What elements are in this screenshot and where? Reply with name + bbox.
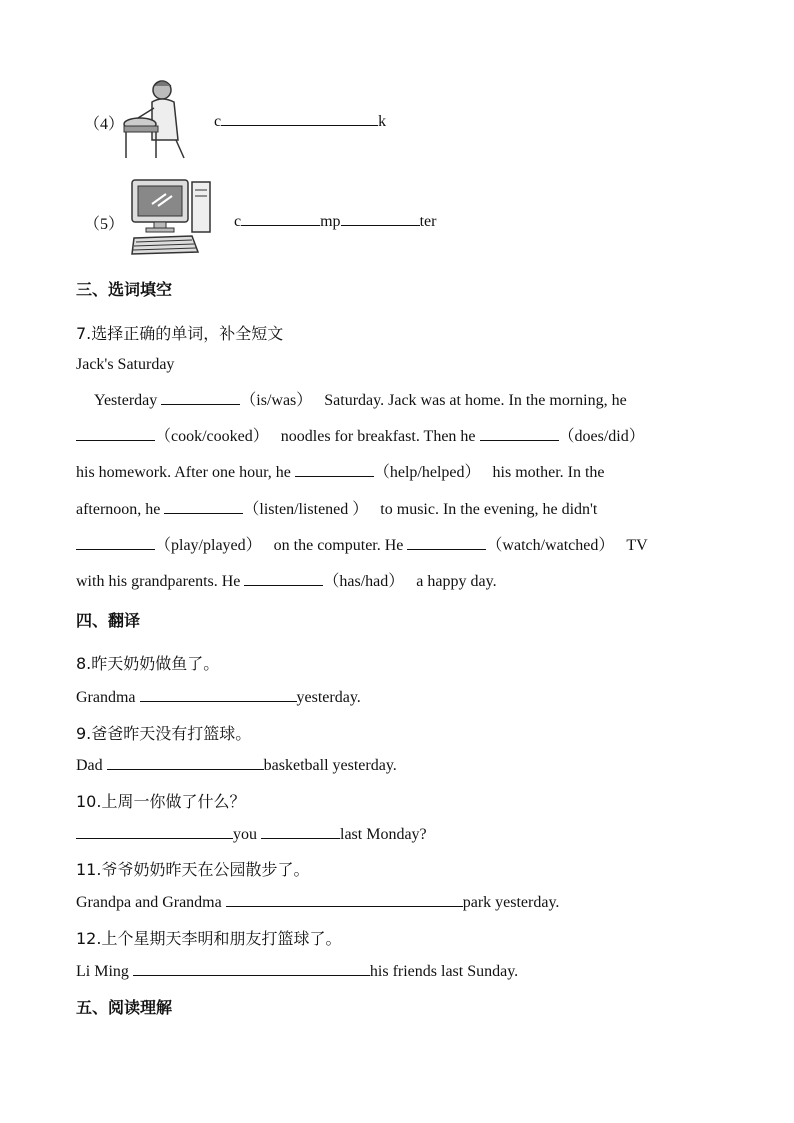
question-prompt: 9.爸爸昨天没有打篮球。 [76,724,252,743]
vocab-answer-4: c k [214,113,387,130]
question-prompt: 12.上个星期天李明和朋友打篮球了。 [76,929,342,948]
section-heading: 四、翻译 [76,611,141,630]
answer-blank[interactable] [107,755,264,770]
passage-title: Jack's Saturday [76,356,175,373]
passage-line-6: with his grandparents. He （has/had） a happy day. [76,573,497,590]
answer-blank[interactable] [76,824,233,839]
answer-blank[interactable] [164,499,243,514]
item-number: （4） [84,116,125,133]
answer-blank[interactable] [161,390,240,405]
translation-answer-10: you last Monday? [76,824,427,845]
item-number: （5） [84,216,125,233]
cooking-woman-icon [118,74,194,160]
answer-blank[interactable] [341,211,420,226]
question-prompt: 10.上周一你做了什么？ [76,792,246,811]
section-heading: 五、阅读理解 [76,998,173,1017]
translation-answer-8: Grandma yesterday. [76,689,361,706]
passage-line-4: afternoon, he （listen/listened ） to music. In the evening, he didn't [76,501,598,518]
answer-blank[interactable] [480,426,559,441]
question-prompt: 8.昨天奶奶做鱼了。 [76,654,220,673]
question-prompt: 11.爷爷奶奶昨天在公园散步了。 [76,860,310,879]
section-heading: 三、选词填空 [76,280,173,299]
answer-blank[interactable] [407,535,486,550]
answer-blank[interactable] [261,824,340,839]
answer-blank[interactable] [133,961,370,976]
computer-icon [128,176,214,258]
vocab-answer-5: c mp ter [234,213,437,230]
translation-answer-12: Li Ming his friends last Sunday. [76,963,519,980]
answer-blank[interactable] [241,211,320,226]
passage-line-5: （play/played） on the computer. He （watch/watched） TV [76,535,648,556]
answer-blank[interactable] [226,892,463,907]
passage-line-2: （cook/cooked） noodles for breakfast. Then he （does/did） [76,426,645,447]
passage-line-1: Yesterday （is/was） Saturday. Jack was at home. In the morning, he [94,392,627,409]
answer-blank[interactable] [295,462,374,477]
passage-line-3: his homework. After one hour, he （help/helped） his mother. In the [76,464,605,481]
answer-blank[interactable] [140,687,297,702]
answer-blank[interactable] [76,535,155,550]
translation-answer-9: Dad basketball yesterday. [76,757,397,774]
answer-blank[interactable] [76,426,155,441]
translation-answer-11: Grandpa and Grandma park yesterday. [76,894,560,911]
question-prompt: 7.选择正确的单词，补全短文 [76,324,284,343]
answer-blank[interactable] [221,111,378,126]
answer-blank[interactable] [244,571,323,586]
